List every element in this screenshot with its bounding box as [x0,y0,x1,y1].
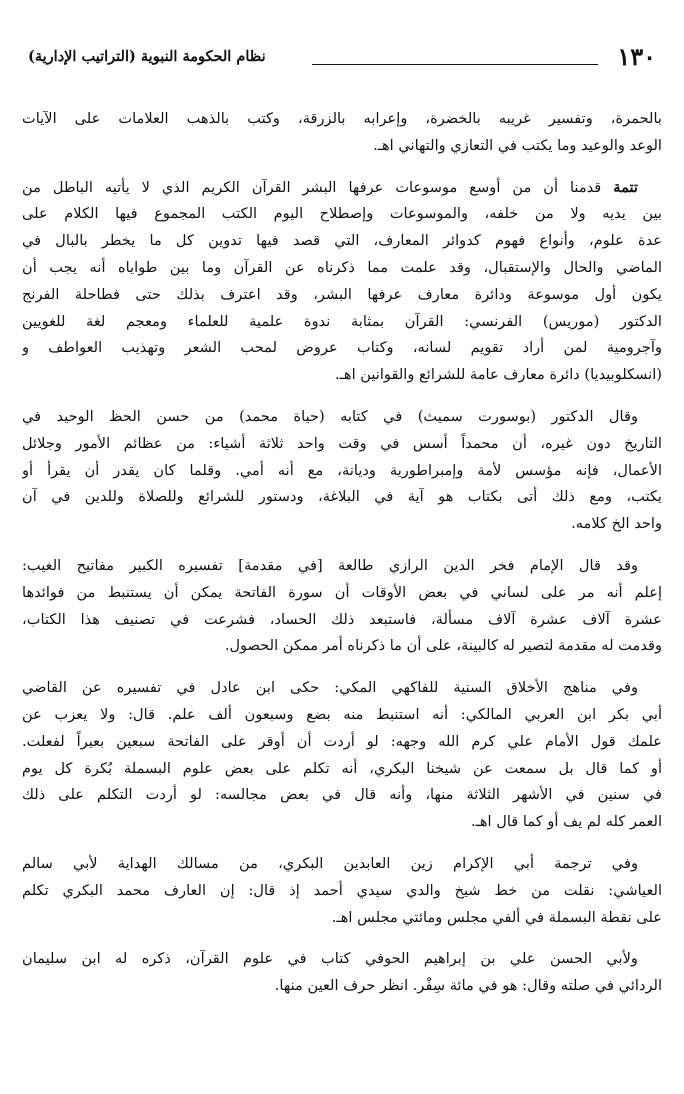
text-line: بين يديه ولا من خلفه، والموسوعات وإصطلاح اليوم الكتب المجموع فيها الكلام على [22,205,662,223]
text-line: أو كما قال بل سمعت عن شيخنا البكري، أنه تكلم على بعض علوم البسملة بُكرة كل يوم [22,759,662,777]
text-line: الأعمال، فإنه مؤسس لأمة وإمبراطورية وديانة، مع أنه أمي. وقلما كان يقدر أن يقرأ أو [22,461,662,479]
paragraph-5 [22,675,662,836]
paragraph-4 [22,553,662,660]
text-line: علمك قول الأمام علي كرم الله وجهه: لو أردت أن أوقر على الفاتحة سبعين بعيراً لفعلت. [22,732,662,750]
text-line [22,175,662,202]
text-line: وفي مناهج الأخلاق السنية للفاكهي المكي: حكى ابن عادل في تفسيره عن القاضي [22,679,638,697]
running-title: نظام الحكومة النبوية (التراتيب الإدارية) [28,48,266,65]
text-run: قدمنا أن من أوسع موسوعات عرفها البشر القرآن الكريم الذي لا يأتيه الباطل من [22,178,614,196]
paragraph-1 [22,106,662,160]
header-rule [312,64,598,65]
text-line: الماضي والحال والإستقبال، وقد علمت مما ذكرناه عن القرآن وما بين طواياه أنه يجب أن [22,258,662,276]
page-number: ١٣٠ [617,42,656,71]
page-header [22,40,662,74]
text-line: في سنين في الأشهر الثلاثة منها، وأنه قال في بعض مجالسه: لو أردت التكلم على ذلك [22,786,662,804]
text-line: وفي ترجمة أبي الإكرام زين العابدين البكري، من مسالك الهداية لأبي سالم [22,854,638,872]
text-line: واحد الخ كلامه. [571,515,662,533]
text-line: ولأبي الحسن علي بن إبراهيم الحوفي كتاب في علوم القرآن، ذكره له ابن سليمان [22,950,638,968]
text-line: وآجرومية لمن أراد تقويم لسانه، وكتاب عروض لمحب الشعر وتهذيب العواطف و [22,339,662,357]
text-line: التاريخ دون غيره، أن محمداً أسس في وقت واحد ثلاثة أشياء: من عظائم الأمور وجلائل [22,434,662,452]
text-line: الوعد والوعيد وما يكتب في التعازي والتهاني اهـ. [373,136,662,154]
text-line: وقدمت له مقدمة لتصير له كالبينة، على أن ما ذكرناه أمر ممكن الحصول. [224,637,662,655]
lead-word-bold: تتمة [613,178,638,196]
text-line: يكتب، ومع ذلك أتى بكتاب هو آية في البلاغة، ودستور للشرائع وللصلاة وللدين في آن [22,488,662,506]
text-line: العمر كله لم يف أو كما قال اهـ. [470,813,662,831]
text-line: وقال الدكتور (بوسورت سميث) في كتابه (حياة محمد) من حسن الحظ الوحيد في [22,407,638,425]
text-line: وقد قال الإمام فخر الدين الرازي طالعة [في مقدمة] تفسيره الكبير مفاتيح الغيب: [22,556,638,574]
paragraph-6 [22,851,662,931]
text-line: يكون أول موسوعة ودائرة معارف عرفها البشر، وقد اعترف بذلك حتى فطاحلة الفرنج [22,285,662,303]
paragraph-3 [22,404,662,538]
text-line: عدة علوم، وأنواع فهوم كدوائر المعارف، التي قصد فيها تدوين كل ما يخطر بالبال في [22,232,662,250]
text-line: الردائي في صلته وقال: هو في مائة سِفْر. انظر حرف العين منها. [274,977,662,995]
page-body [22,106,662,1015]
text-line: بالحمرة، وتفسير غريبه بالخضرة، وإعرابه بالزرقة، وكتب بالذهب العلامات على الآيات [22,110,662,127]
paragraph-2 [22,175,662,389]
text-line: على نقطة البسملة في ألفي مجلس ومائتي مجلس اهـ. [331,908,662,926]
text-line: الدكتور (موريس) الفرنسي: القرآن بمثابة ندوة علمية للعلماء ومعجم لغة للغويين [22,312,662,330]
paragraph-7 [22,946,662,1000]
text-line: أبي بكر ابن العربي المالكي: أنه استنبط منه بضع وسبعون ألف علم. قال: ولا يعزب عن [22,705,662,723]
text-line: إعلم أنه مر على لساني في بعض الأوقات أن سورة الفاتحة يمكن أن يستنبط من فوائدها [22,583,662,601]
text-line: (انسكلوبيديا) دائرة معارف عامة للشرائع والقوانين اهـ. [334,366,662,384]
text-line: عشرة آلاف عشرة آلاف مسألة، فاستبعد ذلك الحساد، فشرعت في تصنيف هذا الكتاب، [22,610,662,628]
text-line: العياشي: نقلت من خط شيخ والدي سيدي أحمد إذ قال: إن العارف محمد البكري تكلم [22,881,662,899]
